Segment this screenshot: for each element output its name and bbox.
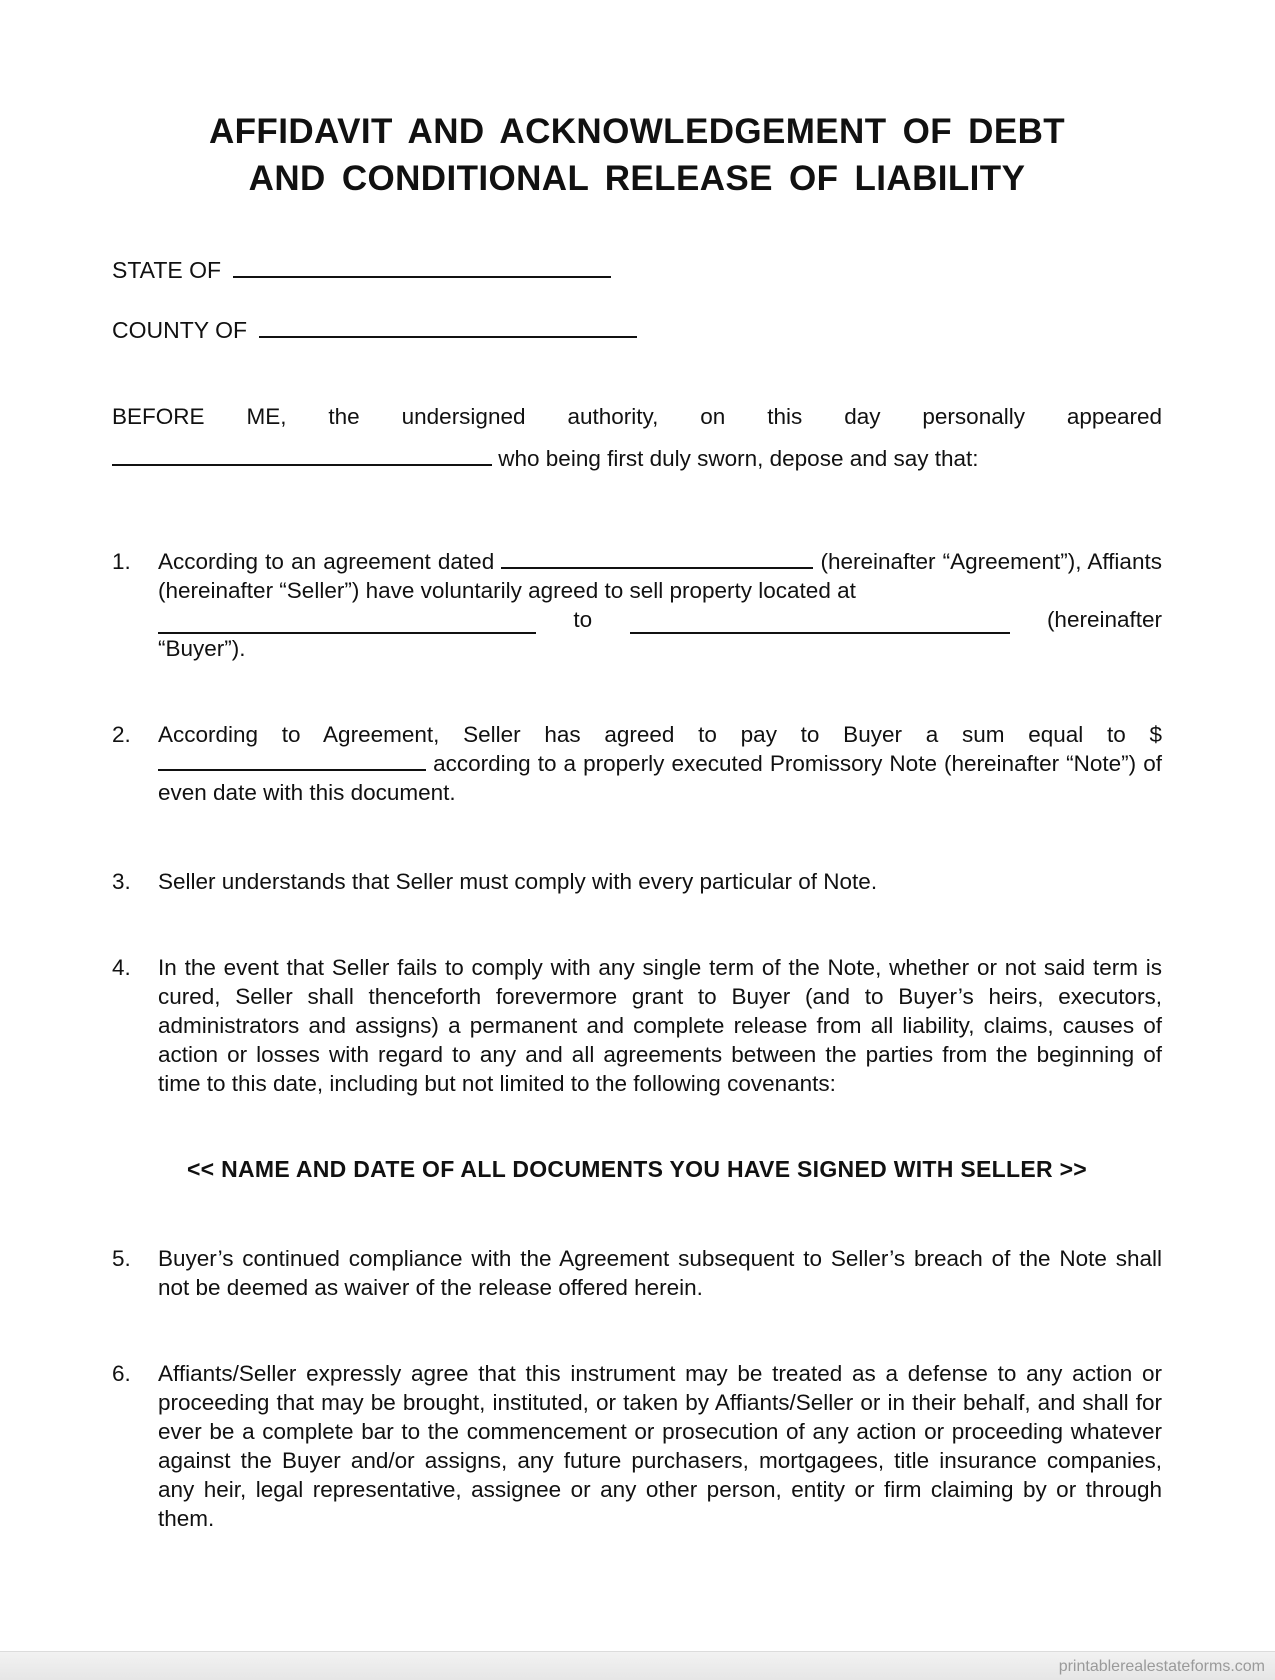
footer-bar xyxy=(0,1651,1275,1680)
item-number: 1. xyxy=(112,549,131,574)
intro-word: on xyxy=(700,404,726,429)
item-1-parties-line xyxy=(158,605,1162,634)
county-field xyxy=(112,314,637,345)
list-item-3 xyxy=(112,867,1162,896)
list-item-4 xyxy=(112,953,1162,1098)
state-blank[interactable] xyxy=(233,254,611,278)
item-number: 3. xyxy=(112,869,131,894)
intro-text: who being first duly sworn, depose and say that: xyxy=(498,446,979,471)
item-body: Buyer’s continued compliance with the Agreement subsequent to Seller’s breach of the Note shall not be deemed as waiver of the release offered herein. xyxy=(158,1246,1162,1300)
item-text: according to a properly executed Promissory Note (hereinafter “Note”) of even date with this document. xyxy=(158,751,1162,805)
list-item-5 xyxy=(112,1244,1162,1302)
item-body xyxy=(158,547,1162,663)
property-location-blank[interactable] xyxy=(158,612,536,634)
item-body: Affiants/Seller expressly agree that this instrument may be treated as a defense to any action or proceeding that may be brought, instituted, or taken by Affiants/Seller or in their behalf, and shall for ever be a complete bar to the commencement or prosecution of any action or proceeding whatever against the Buyer and/or assigns, any future purchasers, mortgagees, title insurance companies, any heir, legal representative, assignee or any other person, entity or firm claiming by or through them. xyxy=(158,1361,1162,1531)
sum-amount-blank[interactable] xyxy=(158,749,426,771)
item-number: 5. xyxy=(112,1246,131,1271)
documents-placeholder-note: << NAME AND DATE OF ALL DOCUMENTS YOU HAVE SIGNED WITH SELLER >> xyxy=(186,1156,1088,1182)
intro-word: the xyxy=(328,404,360,429)
buyer-name-blank[interactable] xyxy=(630,612,1010,634)
intro-line-2 xyxy=(112,444,1162,473)
item-number: 2. xyxy=(112,722,131,747)
item-text: According to an agreement dated xyxy=(158,549,495,574)
item-body: In the event that Seller fails to comply with any single term of the Note, whether or not said term is cured, Seller shall thenceforth forevermore grant to Buyer (and to Buyer’s heirs, executors, administrators and assigns) a permanent and complete release from all liability, claims, causes of action or losses with regard to any and all agreements between the parties from the beginning of time to this date, including but not limited to the following covenants: xyxy=(158,955,1162,1096)
list-item-2 xyxy=(112,720,1162,807)
title-line-1: AFFIDAVIT AND ACKNOWLEDGEMENT OF DEBT xyxy=(208,112,1066,151)
item-number: 6. xyxy=(112,1361,131,1386)
intro-word: appeared xyxy=(1066,404,1162,429)
list-item-6 xyxy=(112,1359,1162,1533)
footer-site-watermark: printablerealestateforms.com xyxy=(1058,1658,1265,1675)
intro-word: day xyxy=(844,404,881,429)
intro-word: ME, xyxy=(246,404,287,429)
item-text: to xyxy=(573,607,593,632)
intro-word: this xyxy=(767,404,803,429)
item-body: Seller understands that Seller must comply with every particular of Note. xyxy=(158,869,878,894)
county-blank[interactable] xyxy=(259,314,637,338)
list-item-1 xyxy=(112,547,1162,663)
item-text: “Buyer”). xyxy=(158,636,246,661)
item-text: (hereinafter xyxy=(1046,607,1162,632)
county-label: COUNTY OF xyxy=(112,317,248,343)
agreement-date-blank[interactable] xyxy=(501,547,813,569)
item-body xyxy=(158,720,1162,807)
intro-line-1 xyxy=(112,402,1162,431)
intro-word: authority, xyxy=(567,404,659,429)
item-text: (hereinafter “Agreement”), Affiants (hereinafter “Seller”) have voluntarily agreed to sell property located at xyxy=(158,549,1162,603)
item-number: 4. xyxy=(112,955,131,980)
item-text: According to Agreement, Seller has agreed to pay to Buyer a sum equal to $ xyxy=(158,722,1162,747)
state-label: STATE OF xyxy=(112,257,222,283)
title-line-2: AND CONDITIONAL RELEASE OF LIABILITY xyxy=(248,159,1026,198)
document-title xyxy=(112,108,1162,202)
state-field xyxy=(112,254,611,285)
intro-word: undersigned xyxy=(401,404,526,429)
intro-word: personally xyxy=(922,404,1025,429)
affiant-name-blank[interactable] xyxy=(112,444,492,466)
intro-word: BEFORE xyxy=(112,404,205,429)
